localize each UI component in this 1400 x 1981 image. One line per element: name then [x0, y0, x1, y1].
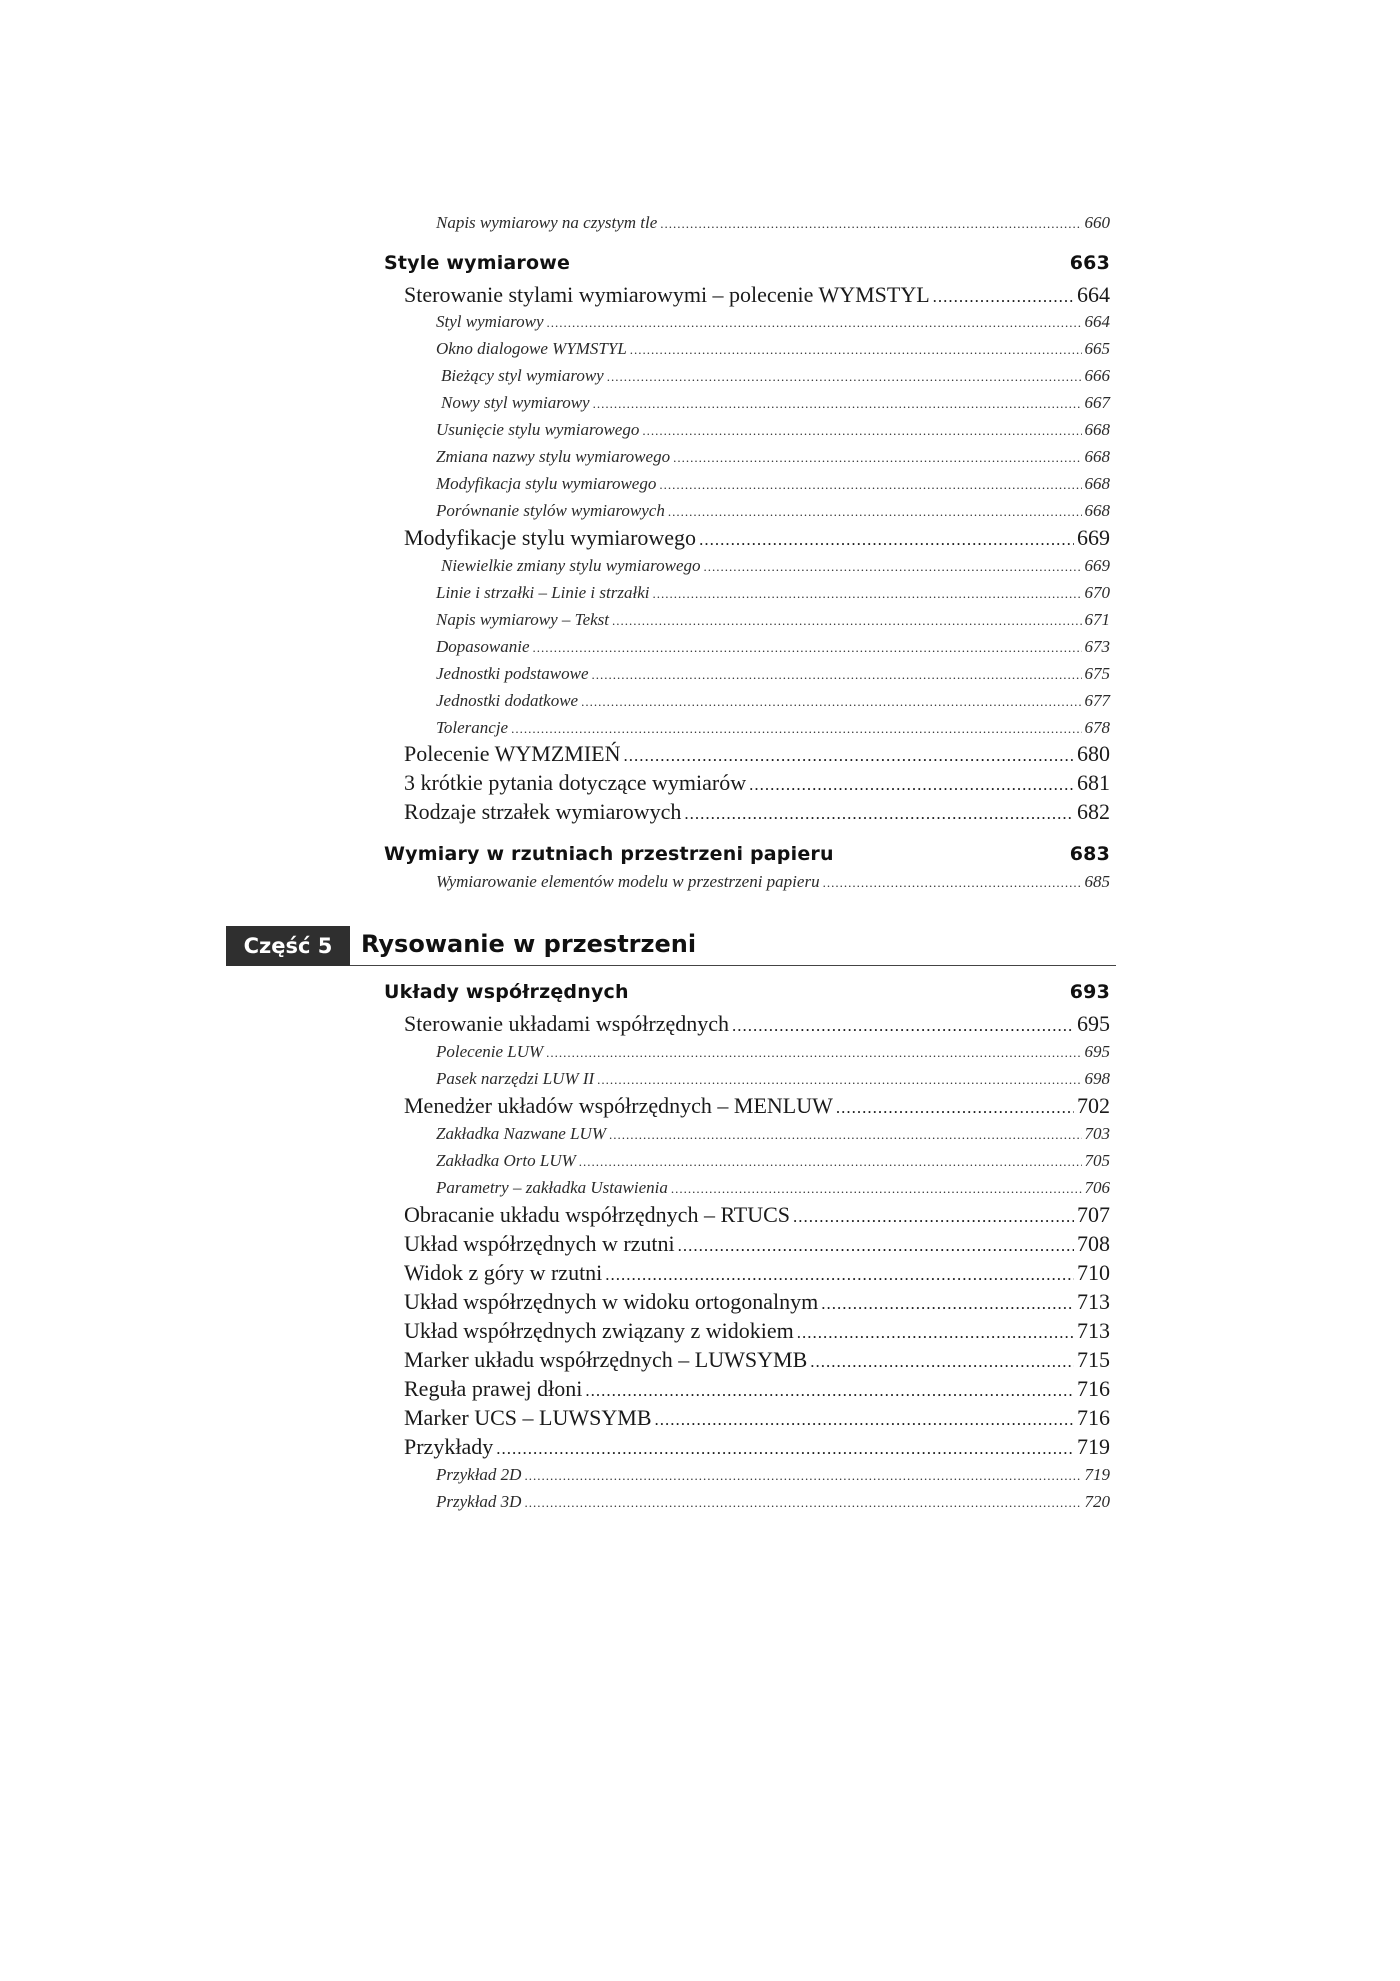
toc-entry-page: 706: [1084, 1178, 1110, 1197]
toc-entry: [436, 420, 1110, 442]
leader-dots: [659, 477, 1081, 493]
toc-entry-title: Pasek narzędzi LUW II: [436, 1069, 595, 1088]
leader-dots: [597, 1072, 1081, 1088]
toc-entry-title: Bieżący styl wymiarowy: [441, 366, 604, 385]
toc-entry: [436, 501, 1110, 523]
toc-entry: [436, 339, 1110, 361]
toc-entry: [404, 1260, 1110, 1288]
toc-entry-title: Jednostki dodatkowe: [436, 691, 579, 710]
toc-entry: [436, 474, 1110, 496]
toc-entry: [404, 1434, 1110, 1462]
toc-entry: [441, 366, 1110, 388]
leader-dots: [704, 559, 1082, 575]
toc-entry: [404, 282, 1110, 310]
leader-dots: [810, 1352, 1074, 1372]
toc-entry-title: Widok z góry w rzutni: [404, 1260, 603, 1285]
toc-entry: [441, 393, 1110, 415]
toc-entry: [441, 556, 1110, 578]
toc-entry-page: 698: [1084, 1069, 1110, 1088]
toc-entry-page: 719: [1084, 1465, 1110, 1484]
toc-entry-title: Rodzaje strzałek wymiarowych: [404, 799, 682, 824]
toc-entry-title: Modyfikacja stylu wymiarowego: [436, 474, 657, 493]
toc-entry: [404, 770, 1110, 798]
toc-entry-title: Zakładka Orto LUW: [436, 1151, 576, 1170]
leader-dots: [652, 586, 1081, 602]
toc-entry-title: Układ współrzędnych związany z widokiem: [404, 1318, 794, 1343]
toc-entry: [436, 872, 1110, 894]
toc-entry-title: Reguła prawej dłoni: [404, 1376, 583, 1401]
toc-entry-title: Zakładka Nazwane LUW: [436, 1124, 606, 1143]
toc-entry-title: 3 krótkie pytania dotyczące wymiarów: [404, 770, 747, 795]
toc-entry-title: Nowy styl wymiarowy: [441, 393, 590, 412]
toc-entry: [436, 691, 1110, 713]
toc-entry-page: 703: [1084, 1124, 1110, 1143]
toc-entry: [436, 1178, 1110, 1200]
leader-dots: [581, 694, 1081, 710]
leader-dots: [797, 1323, 1074, 1343]
part-divider: [350, 965, 1116, 966]
toc-entry-title: Przykłady: [404, 1434, 494, 1459]
leader-dots: [593, 396, 1082, 412]
chapter-heading: [384, 981, 1110, 1003]
toc-entry: [404, 525, 1110, 553]
toc-entry: [404, 1405, 1110, 1433]
toc-entry-title: Przykład 2D: [436, 1465, 522, 1484]
toc-entry-title: Polecenie LUW: [436, 1042, 544, 1061]
leader-dots: [732, 1016, 1074, 1036]
leader-dots: [607, 369, 1082, 385]
toc-entry-title: Jednostki podstawowe: [436, 664, 589, 683]
toc-entry-title: Układ współrzędnych w rzutni: [404, 1231, 675, 1256]
toc-entry-page: 675: [1084, 664, 1110, 683]
chapter-title: Układy współrzędnych: [384, 981, 629, 1003]
toc-entry: [436, 213, 1110, 235]
toc-entry: [436, 447, 1110, 469]
toc-entry: [436, 664, 1110, 686]
toc-entry: [436, 637, 1110, 659]
toc-entry-page: 695: [1084, 1042, 1110, 1061]
toc-entry-title: Marker UCS – LUWSYMB: [404, 1405, 652, 1430]
toc-entry-title: Sterowanie układami współrzędnych: [404, 1011, 730, 1036]
leader-dots: [524, 1495, 1081, 1511]
leader-dots: [605, 1265, 1074, 1285]
toc-entry: [436, 312, 1110, 334]
toc-entry-title: Tolerancje: [436, 718, 509, 737]
toc-entry-title: Linie i strzałki – Linie i strzałki: [436, 583, 650, 602]
toc-entry-title: Sterowanie stylami wymiarowymi – polecenie WYMSTYL: [404, 282, 930, 307]
toc-entry-page: 681: [1077, 770, 1110, 795]
toc-entry-title: Okno dialogowe WYMSTYL: [436, 339, 627, 358]
toc-entry-page: 668: [1084, 420, 1110, 439]
leader-dots: [749, 775, 1074, 795]
toc-entry-page: 677: [1084, 691, 1110, 710]
toc-entry-page: 668: [1084, 447, 1110, 466]
toc-entry-page: 671: [1084, 610, 1110, 629]
toc-entry-page: 708: [1077, 1231, 1110, 1256]
toc-entry: [404, 1318, 1110, 1346]
toc-entry-page: 680: [1077, 741, 1110, 766]
toc-entry-page: 667: [1084, 393, 1110, 412]
leader-dots: [524, 1468, 1081, 1484]
toc-entry-title: Niewielkie zmiany stylu wymiarowego: [441, 556, 701, 575]
toc-entry: [436, 1151, 1110, 1173]
toc-entry-page: 720: [1084, 1492, 1110, 1511]
toc-entry: [436, 1492, 1110, 1514]
leader-dots: [624, 746, 1075, 766]
leader-dots: [823, 875, 1082, 891]
toc-entry-page: 665: [1084, 339, 1110, 358]
toc-entry: [404, 1202, 1110, 1230]
toc-entry: [436, 1069, 1110, 1091]
toc-entry-title: Porównanie stylów wymiarowych: [436, 501, 665, 520]
leader-dots: [793, 1207, 1074, 1227]
toc-entry: [404, 1347, 1110, 1375]
toc-entry-page: 716: [1077, 1405, 1110, 1430]
toc-entry-title: Przykład 3D: [436, 1492, 522, 1511]
toc-entry-page: 669: [1084, 556, 1110, 575]
leader-dots: [496, 1439, 1074, 1459]
toc-entry: [404, 1093, 1110, 1121]
toc-entry-title: Parametry – zakładka Ustawienia: [436, 1178, 668, 1197]
chapter-heading: [384, 843, 1110, 865]
toc-entry-title: Marker układu współrzędnych – LUWSYMB: [404, 1347, 808, 1372]
leader-dots: [630, 342, 1082, 358]
toc-entry-page: 713: [1077, 1289, 1110, 1314]
leader-dots: [579, 1154, 1082, 1170]
leader-dots: [533, 640, 1082, 656]
toc-entry: [404, 799, 1110, 827]
leader-dots: [673, 450, 1081, 466]
toc-entry-page: 719: [1077, 1434, 1110, 1459]
toc-entry: [404, 1231, 1110, 1259]
toc-entry-title: Układ współrzędnych w widoku ortogonalnym: [404, 1289, 819, 1314]
leader-dots: [642, 423, 1081, 439]
toc-entry: [404, 1289, 1110, 1317]
toc-entry-page: 682: [1077, 799, 1110, 824]
toc-entry-page: 710: [1077, 1260, 1110, 1285]
leader-dots: [660, 216, 1081, 232]
toc-entry-page: 715: [1077, 1347, 1110, 1372]
leader-dots: [933, 287, 1074, 307]
toc-entry-title: Napis wymiarowy na czystym tle: [436, 213, 658, 232]
toc-entry-page: 702: [1077, 1093, 1110, 1118]
chapter-heading: [384, 252, 1110, 274]
toc-entry-title: Dopasowanie: [436, 637, 530, 656]
toc-entry-page: 673: [1084, 637, 1110, 656]
chapter-title: Wymiary w rzutniach przestrzeni papieru: [384, 843, 834, 865]
leader-dots: [612, 613, 1081, 629]
leader-dots: [609, 1127, 1082, 1143]
toc-entry-page: 705: [1084, 1151, 1110, 1170]
toc-entry-page: 669: [1077, 525, 1110, 550]
toc-entry-title: Wymiarowanie elementów modelu w przestrzeni papieru: [436, 872, 820, 891]
leader-dots: [585, 1381, 1074, 1401]
chapter-title: Style wymiarowe: [384, 252, 571, 274]
toc-entry-title: Polecenie WYMZMIEŃ: [404, 741, 621, 766]
toc-entry-page: 668: [1084, 474, 1110, 493]
toc-entry-page: 716: [1077, 1376, 1110, 1401]
toc-entry-title: Napis wymiarowy – Tekst: [436, 610, 610, 629]
toc-entry-title: Obracanie układu współrzędnych – RTUCS: [404, 1202, 791, 1227]
toc-entry: [436, 1042, 1110, 1064]
leader-dots: [678, 1236, 1074, 1256]
leader-dots: [547, 315, 1082, 331]
leader-dots: [655, 1410, 1075, 1430]
leader-dots: [671, 1181, 1082, 1197]
toc-entry-page: 668: [1084, 501, 1110, 520]
toc-entry-title: Usunięcie stylu wymiarowego: [436, 420, 640, 439]
toc-entry: [436, 718, 1110, 740]
toc-entry-page: 660: [1084, 213, 1110, 232]
toc-entry: [436, 1124, 1110, 1146]
toc-entry-page: 707: [1077, 1202, 1110, 1227]
leader-dots: [699, 530, 1074, 550]
toc-entry: [436, 1465, 1110, 1487]
toc-entry-title: Menedżer układów współrzędnych – MENLUW: [404, 1093, 833, 1118]
toc-entry: [404, 1376, 1110, 1404]
leader-dots: [684, 804, 1074, 824]
toc-entry-title: Modyfikacje stylu wymiarowego: [404, 525, 697, 550]
chapter-page: 693: [1069, 981, 1110, 1003]
toc-entry-page: 678: [1084, 718, 1110, 737]
toc-entry-page: 666: [1084, 366, 1110, 385]
toc-entry: [404, 741, 1110, 769]
toc-entry-page: 695: [1077, 1011, 1110, 1036]
toc-entry-page: 713: [1077, 1318, 1110, 1343]
toc-entry-title: Zmiana nazwy stylu wymiarowego: [436, 447, 671, 466]
toc-entry-title: Styl wymiarowy: [436, 312, 544, 331]
toc-entry: [404, 1011, 1110, 1039]
toc-entry: [436, 583, 1110, 605]
toc-entry-page: 670: [1084, 583, 1110, 602]
toc-entry-page: 685: [1084, 872, 1110, 891]
leader-dots: [511, 721, 1081, 737]
leader-dots: [546, 1045, 1081, 1061]
part-header: [226, 926, 1116, 966]
chapter-page: 663: [1069, 252, 1110, 274]
part-title: Rysowanie w przestrzeni: [361, 930, 697, 958]
leader-dots: [668, 504, 1082, 520]
toc-entry-page: 664: [1084, 312, 1110, 331]
leader-dots: [836, 1098, 1074, 1118]
toc-entry-page: 664: [1077, 282, 1110, 307]
leader-dots: [592, 667, 1082, 683]
chapter-page: 683: [1069, 843, 1110, 865]
part-label: Część 5: [226, 926, 350, 966]
leader-dots: [821, 1294, 1074, 1314]
toc-entry: [436, 610, 1110, 632]
